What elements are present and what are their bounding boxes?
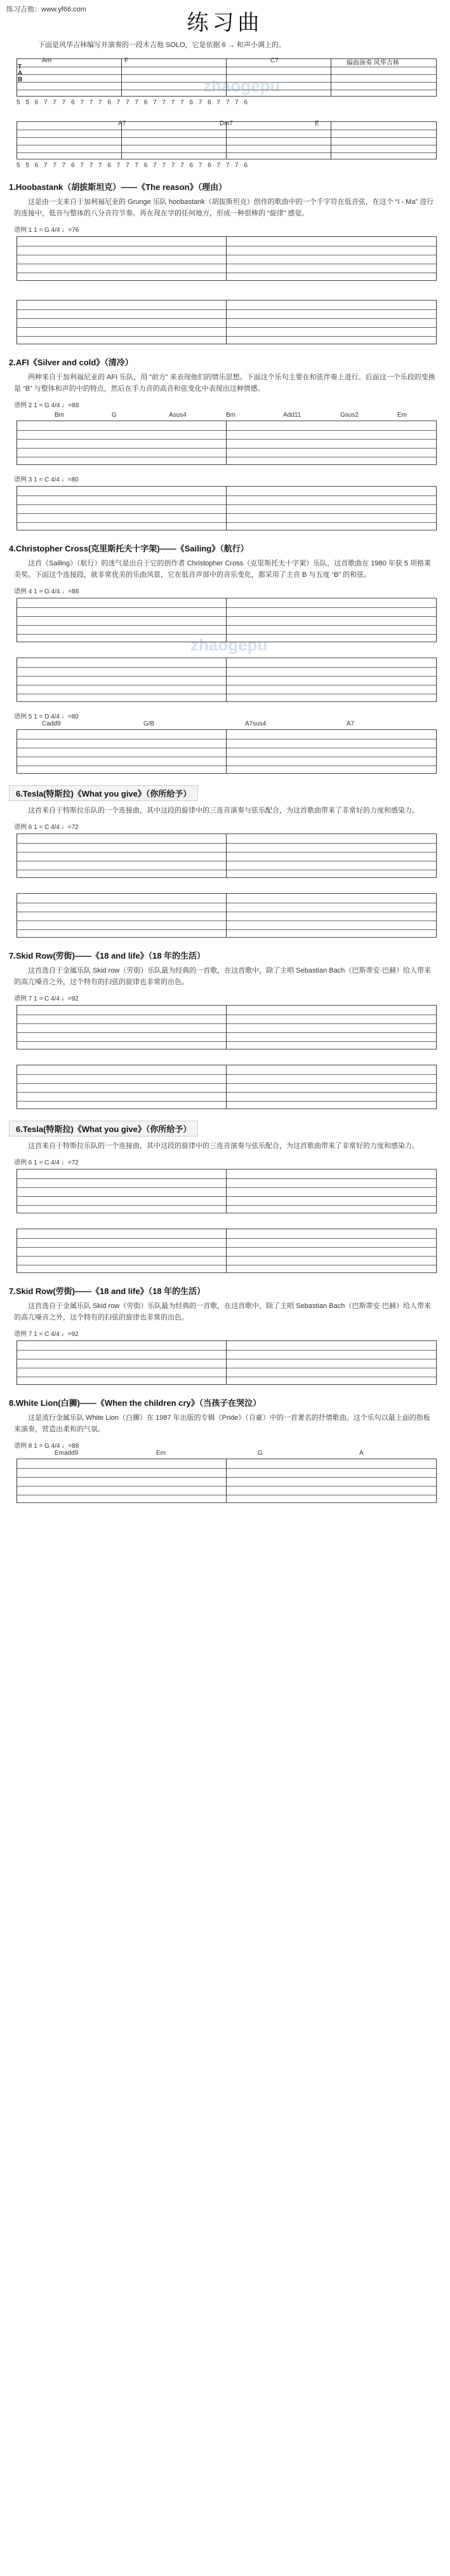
section-text-1: 这是由一支来自于加利福尼亚的 Grunge 乐队 hoobastank（胡拔斯坦克）创作的歌曲中的一个千字符在低音弦，在这个 “I - Ma” 进行的连接中，低音与整体的八分音符节奏。再在现在学的任何地方，形成一种很棒的 “旋律” 感觉。	[14, 198, 434, 217]
chord-label: A	[359, 1450, 364, 1457]
tab-staff-intro	[17, 58, 437, 106]
section-text-7-repeat: 这首选自于金属乐队 Skid row（劳街）乐队最为经典的一首歌，在这首歌中，除了主唱 Sebastian Bach（巴斯蒂安·巴赫）给人带来的高亢嗓音之外，这个特有的扫弦的旋律也非常的出色。	[14, 1302, 432, 1321]
section-text-6: 这首来自于特斯拉乐队的一个连接曲，其中这段的旋律中的三连音演奏与弦乐配合，为这首歌曲带来了非常好的力度和感染力。	[28, 807, 419, 814]
chord-label: Bm	[55, 412, 64, 419]
example-label-3: 谱例 3 1 = C 4/4 ♩=80	[14, 476, 79, 483]
example-label-6-repeat: 谱例 6 1 = C 4/4 ♩=72	[14, 1159, 79, 1166]
tab-staff-6b-repeat	[17, 1229, 437, 1273]
section-text-7: 这首选自于金属乐队 Skid row（劳街）乐队最为经典的一首歌，在这首歌中，除了主唱 Sebastian Bach（巴斯蒂安·巴赫）给人带来的高亢嗓音之外，这个特有的扫弦的旋律也非常的出色。	[14, 967, 432, 986]
chord-label: Am	[42, 57, 51, 64]
tab-staff-2	[17, 412, 437, 465]
tab-staff-intro-2	[17, 121, 437, 169]
tab-staff-5	[17, 720, 437, 774]
watermark-logo: zhaogepu	[203, 76, 281, 95]
chord-label: Em	[156, 1450, 166, 1457]
tab-staff-6	[17, 833, 437, 878]
section-title-7-repeat: 7.Skid Row(劳街)——《18 and life》（18 年的生活）	[9, 1286, 206, 1296]
tab-staff-7b	[17, 1065, 437, 1109]
tab-staff-7-repeat	[17, 1340, 437, 1385]
example-label-1: 谱例 1 1 = G 4/4 ♩=76	[14, 227, 79, 234]
section-title-6: 6.Tesla(特斯拉)《What you give》（你所给予）	[9, 785, 198, 801]
tab-staff-1	[17, 236, 437, 281]
tab-number-row: 5 5 6 7 7 7 6 7 7 7 6 7 7 7 6 7 7 7 7 6 7 6 7 7 7 6	[17, 162, 250, 169]
tab-staff-6b	[17, 893, 437, 938]
site-credit: 练习吉他：www.yf66.com	[6, 6, 86, 13]
page-header	[0, 0, 450, 49]
example-label-6: 谱例 6 1 = C 4/4 ♩=72	[14, 824, 79, 831]
chord-label: Em	[397, 412, 407, 419]
chord-label: Cadd9	[42, 720, 61, 727]
chord-label: F	[124, 57, 129, 64]
section-text-2: 两种来自于加利福尼亚的 AFI 乐队，用 “前方” 来表现他们的情乐思想。下面这个乐句主要在和弦伴奏上进行。后面这一个乐段的变换是 “B” 与整体和声的中的特点，然后在手力音的高音和弦变化中表现出这种情感。	[14, 374, 435, 393]
chord-label: A7sus4	[245, 720, 267, 727]
chord-label: Bm	[226, 412, 235, 419]
example-label-4: 谱例 4 1 = G 4/4 ♩=88	[14, 588, 79, 595]
chord-label: A7	[347, 720, 355, 727]
chord-label: Emadd9	[55, 1450, 79, 1457]
section-title-7: 7.Skid Row(劳街)——《18 and life》（18 年的生活）	[9, 951, 206, 961]
tab-staff-4	[17, 598, 437, 642]
chord-label: Dm7	[220, 120, 234, 127]
example-label-8: 谱例 8 1 = G 4/4 ♩=88	[14, 1443, 79, 1450]
tab-staff-7	[17, 1005, 437, 1049]
section-title-6-repeat: 6.Tesla(特斯拉)《What you give》（你所给予）	[9, 1121, 198, 1136]
chord-label: C7	[270, 57, 279, 64]
watermark-logo: zhaogepu	[190, 635, 268, 654]
example-label-2: 谱例 2 1 = G 4/4 ♩=88	[14, 402, 79, 409]
tab-staff-3	[17, 486, 437, 530]
example-label-7: 谱例 7 1 = C 4/4 ♩=92	[14, 995, 79, 1002]
section-title-4: 4.Christopher Cross(克里斯托夫十字架)——《Sailing》（航行）	[9, 544, 249, 553]
tab-clef: T A B	[18, 64, 23, 83]
section-text-8: 这是流行金属乐队 White Lion（白狮）在 1987 年出版的专辑《Pride》（自豪）中的一首著名的抒情歌曲。这个乐句以最上面的指板来演奏，营造出柔和的气氛。	[14, 1414, 430, 1433]
intro-text: 下面是风华吉林编写并演奏的一段木吉他 SOLO，它是依据 6 → 和声小调上的。	[38, 41, 286, 49]
tab-number-row: 5 5 6 7 7 7 6 7 7 7 6 7 7 7 6 7 7 7 7 6 7 6 7 7 7 6	[17, 99, 250, 106]
chord-label: Asus4	[169, 412, 187, 419]
section-title-1: 1.Hoobastank（胡拔斯坦克）——《The reason》（理由）	[9, 182, 227, 192]
section-text-6-repeat: 这首来自于特斯拉乐队的一个连接曲，其中这段的旋律中的三连音演奏与弦乐配合，为这首歌曲带来了非常好的力度和感染力。	[28, 1142, 419, 1150]
chord-label: G/B	[143, 720, 155, 727]
tab-staff-8	[17, 1450, 437, 1503]
chord-label: Add11	[283, 412, 301, 419]
chord-label: G	[112, 412, 117, 419]
example-label-7-repeat: 谱例 7 1 = C 4/4 ♩=92	[14, 1331, 79, 1338]
section-title-8: 8.White Lion(白狮)——《When the children cry》（当孩子在哭泣）	[9, 1398, 261, 1408]
tab-staff-6-repeat	[17, 1169, 437, 1213]
chord-label: A7	[118, 120, 126, 127]
page-title: 练习曲	[187, 10, 263, 36]
chord-label: Gsus2	[340, 412, 359, 419]
credit-text: 编曲演奏 风华吉林	[347, 60, 399, 67]
section-title-2: 2.AFI《Silver and cold》（清冷）	[9, 358, 133, 367]
tab-staff-1b	[17, 300, 437, 344]
tab-staff-4b	[17, 657, 437, 702]
chord-label: E	[315, 120, 319, 127]
chord-label: G	[258, 1450, 263, 1457]
example-label-5: 谱例 5 1 = D 4/4 ♩=80	[14, 713, 79, 720]
section-text-4: 这首《Sailing》（航行）的迷气是出自于它的创作者 Christopher Cross（克里斯托夫十字架）乐队，这首歌曲在 1980 年获 5 项格莱美奖。下面这个连接段，就非常优美的乐曲风景，它在低音声部中的音乐变化，都采用了主音 B 与五度 “B” 的和弦。	[14, 560, 432, 579]
